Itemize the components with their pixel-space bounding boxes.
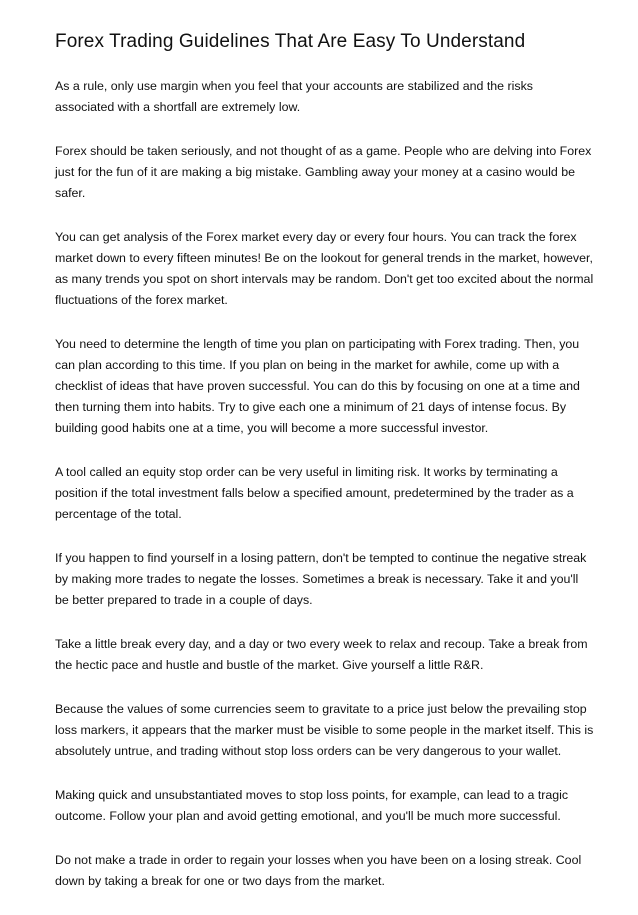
document-page [55,28,595,915]
paragraph-time-plan: You need to determine the length of time you plan on participating with Forex trading. Then, you can plan according to this time. If you plan on being in the market for awhile, come up with a checklist of ideas that have proven successful. You can do this by focusing on one at a time and then turning them into habits. Try to give each one a minimum of 21 days of intense focus. By building good habits one at a time, you will become a more successful investor. [55,337,580,435]
paragraph-quick-moves: Making quick and unsubstantiated moves to stop loss points, for example, can lead to a tragic outcome. Follow your plan and avoid getting emotional, and you'll be much more successful. [55,788,569,823]
paragraph-losing-streak: Do not make a trade in order to regain your losses when you have been on a losing streak. Cool down by taking a break for one or two days from the market. [55,853,582,888]
paragraph-losing-pattern: If you happen to find yourself in a losing pattern, don't be tempted to continue the negative streak by making more trades to negate the losses. Sometimes a break is necessary. Take it and you'll be better prepared to trade in a couple of days. [55,551,587,607]
paragraph-market-analysis: You can get analysis of the Forex market every day or every four hours. You can track the forex market down to every fifteen minutes! Be on the lookout for general trends in the market, however, as many trends you spot on short intervals may be random. Don't get too excited about the normal fluctuations of the forex market. [55,230,594,307]
paragraph-take-seriously: Forex should be taken seriously, and not thought of as a game. People who are delving into Forex just for the fun of it are making a big mistake. Gambling away your money at a casino would be safer. [55,144,592,200]
paragraph-equity-stop-order: A tool called an equity stop order can be very useful in limiting risk. It works by terminating a position if the total investment falls below a specified amount, predetermined by the trader as a percentage of the total. [55,465,574,521]
paragraph-margin-advice: As a rule, only use margin when you feel that your accounts are stabilized and the risks associated with a shortfall are extremely low. [55,79,533,114]
paragraph-take-break: Take a little break every day, and a day or two every week to relax and recoup. Take a break from the hectic pace and hustle and bustle of the market. Give yourself a little R&R. [55,637,588,672]
document-title: Forex Trading Guidelines That Are Easy To Understand [55,31,526,52]
paragraph-stop-loss-markers: Because the values of some currencies seem to gravitate to a price just below the prevailing stop loss markers, it appears that the marker must be visible to some people in the market itself. This is absolutely untrue, and trading without stop loss orders can be very dangerous to your wallet. [55,702,594,758]
